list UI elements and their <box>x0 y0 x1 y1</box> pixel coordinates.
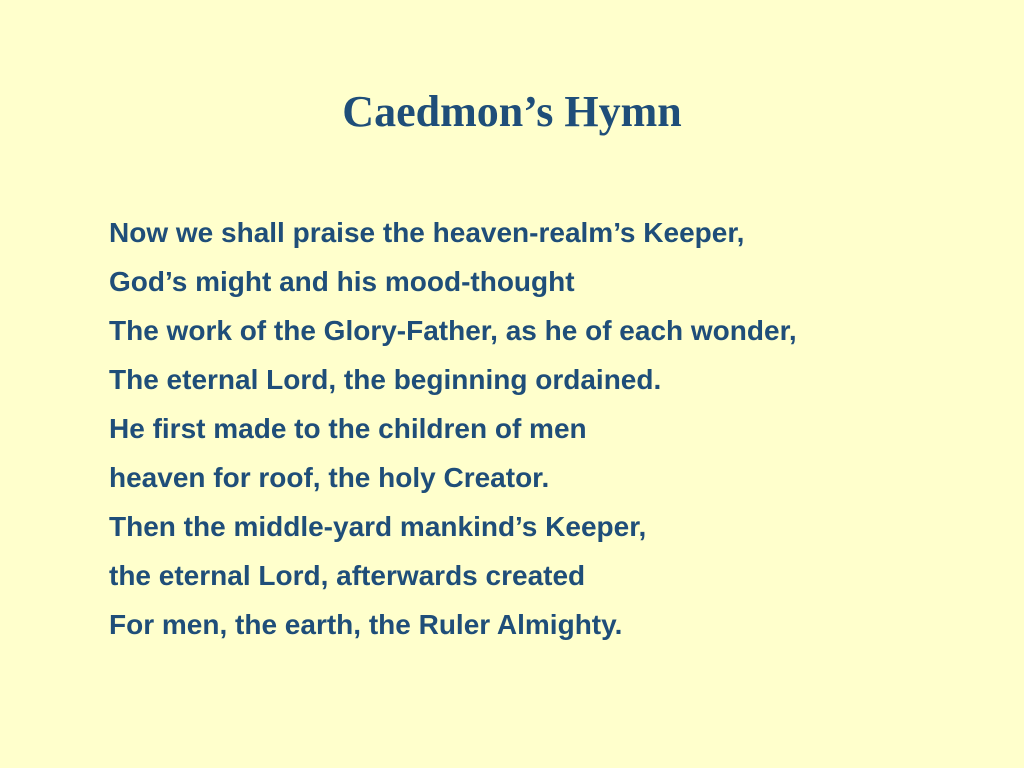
poem-text <box>109 208 989 649</box>
poem-line-5: He first made to the children of men <box>109 413 587 444</box>
poem-line-1: Now we shall praise the heaven-realm’s Keeper, <box>109 217 745 248</box>
poem-line-3: The work of the Glory-Father, as he of each wonder, <box>109 315 797 346</box>
poem-line-9: For men, the earth, the Ruler Almighty. <box>109 609 623 640</box>
poem-line-4: The eternal Lord, the beginning ordained. <box>109 364 662 395</box>
poem-line-2: God’s might and his mood-thought <box>109 266 575 297</box>
poem-line-6: heaven for roof, the holy Creator. <box>109 462 550 493</box>
slide-title: Caedmon’s Hymn <box>342 87 682 136</box>
poem-line-7: Then the middle-yard mankind’s Keeper, <box>109 511 647 542</box>
poem-line-8: the eternal Lord, afterwards created <box>109 560 586 591</box>
